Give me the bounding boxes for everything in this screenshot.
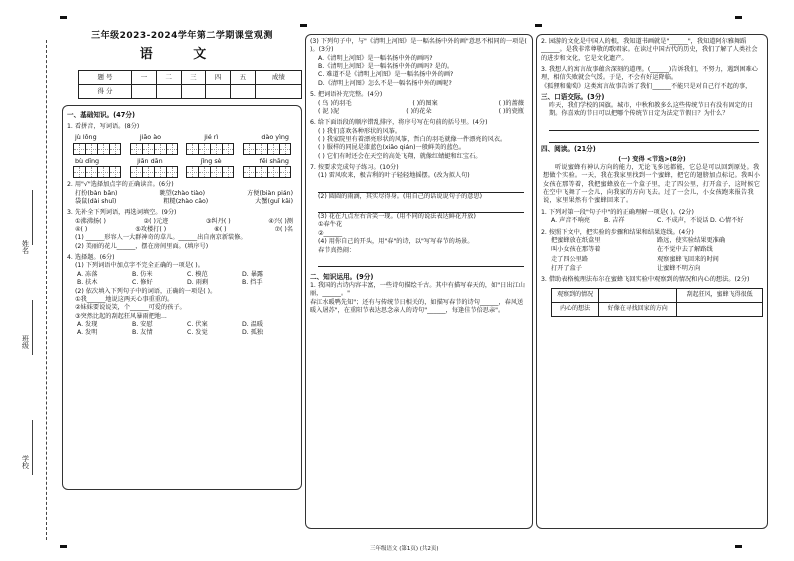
matching-block xyxy=(541,237,763,273)
writing-grid[interactable] xyxy=(130,166,178,178)
class-label: 班级 xyxy=(21,335,30,349)
q3-item[interactable]: ⑤攻楼打( ) xyxy=(135,226,167,234)
pinyin: jiǎn dān xyxy=(137,156,163,165)
registration-mark xyxy=(735,16,742,19)
match-right[interactable]: 路远，使实验结果更准确 xyxy=(657,236,726,244)
question-1: 1. 看拼音，写词语。(8分) xyxy=(67,122,140,130)
score-header: 五 xyxy=(230,70,255,84)
option[interactable]: A.《清明上河图》是一幅名扬中外的画吗? xyxy=(318,54,433,62)
writing-grid[interactable] xyxy=(73,166,121,178)
score-header: 三 xyxy=(181,70,206,84)
writing-grid[interactable] xyxy=(186,166,234,178)
score-cell[interactable] xyxy=(255,84,301,98)
option[interactable]: D. 心情不好 xyxy=(710,217,744,225)
option[interactable]: D.《清明上河图》怎么不是一幅名扬中外的画呢? xyxy=(318,79,452,87)
q3-item[interactable]: ⑦( )名 xyxy=(274,226,293,234)
binding-strip xyxy=(18,40,56,540)
q5-row xyxy=(310,100,528,108)
column-right xyxy=(536,34,768,529)
match-right[interactable]: 让蜜蜂不明方向 xyxy=(657,264,701,272)
q6-item[interactable]: ( ) 服样的同昆是漆蓝色(xiāo qián)一般鲜美的蓝色。 xyxy=(318,144,466,152)
reading-title: (一) 变得 <节选>(8分) xyxy=(618,155,686,163)
q7-sub: ①春牛花 xyxy=(318,221,343,229)
table-cell[interactable] xyxy=(599,288,677,302)
writing-grid-row xyxy=(67,143,297,155)
answer-line[interactable] xyxy=(318,203,524,213)
rq1-options xyxy=(541,217,763,225)
q4-item: ③突然比起的刮起狂风暴雨把地... xyxy=(75,312,167,320)
registration-mark xyxy=(535,24,542,27)
section-heading: 三、口语交际。(3分) xyxy=(541,93,605,102)
q5-item[interactable]: ( )的花朵 xyxy=(406,107,432,115)
pinyin-row xyxy=(67,133,297,142)
option[interactable]: B. 扶木 xyxy=(77,279,98,287)
school-label: 学校 xyxy=(21,455,30,469)
score-cell[interactable] xyxy=(132,84,157,98)
option[interactable]: B. 安慰 xyxy=(132,320,153,328)
s2-question-1: 1. 我国的古诗内容丰富，一些诗句描绘千古。其中有描写春天的，如"日出江山丽，______。" xyxy=(310,281,525,298)
binding-cut-line xyxy=(46,40,47,540)
school-line[interactable] xyxy=(32,420,33,475)
table-cell[interactable] xyxy=(677,302,763,316)
q3-item[interactable]: ④( ) xyxy=(75,226,88,234)
writing-grid[interactable] xyxy=(130,143,178,155)
q2-item[interactable]: 大蟹(guǐ kāi) xyxy=(255,197,293,205)
q7-part: (2) 圆圆的雨滴，其实尽得身。(用自己的话说说句子的意思) xyxy=(318,192,483,200)
section-heading: 四、阅读。(21分) xyxy=(541,144,596,153)
score-header: 二 xyxy=(156,70,181,84)
option[interactable]: D. 雨剩 xyxy=(187,279,209,287)
q6-item[interactable]: ( ) 它们有时还会在天空的高处飞翔，就像红蜻蜓和红宝石。 xyxy=(318,152,482,160)
question-4: 4. 选择题。(6分) xyxy=(67,254,115,262)
question-2: 2. 园游的文化是中国人的根，我知道书画就是"______"，我知道阿尔雅舞蹈______。是我非常尊敬的歌唱家。在读过中国古代的历史，我们了解了人类社会的进步和文化，它是文化遗产。 xyxy=(541,38,758,62)
match-right[interactable]: 观察蜜蜂飞回来的时间 xyxy=(657,255,719,263)
answer-line[interactable] xyxy=(549,133,759,143)
option[interactable]: D. 暴露 xyxy=(242,270,264,278)
option[interactable]: C. 不成声，不说话 xyxy=(657,217,709,225)
writing-grid[interactable] xyxy=(73,143,121,155)
q4-part-2: (2) 依次填入下列句子中的词语，正确的一项是( )。 xyxy=(75,287,217,295)
q4-part-1: (1) 下列词语中加点字不完全正确的一项是( )。 xyxy=(75,262,204,270)
option[interactable]: B. 吉祥 xyxy=(604,217,625,225)
match-left[interactable]: 叫小女孩在那等着 xyxy=(551,246,601,254)
q3-item[interactable]: ⑥( ) xyxy=(214,226,227,234)
pinyin: dào yìng xyxy=(261,132,289,141)
option[interactable]: C. 难道不是《清明上河图》是一幅名扬中外的画? xyxy=(318,71,454,79)
reading-question-3: 3. 借助表格梳理法布尔在蜜蜂飞回实验中观察到的情况和内心的想法。(2分) xyxy=(541,276,750,284)
q4-item: ①我______地说这两天心事重重的。 xyxy=(75,295,174,303)
q6-item[interactable]: ( ) 我家院里有着漂亮形状的风筝，哲白的羽毛就像一件漂亮的风衣。 xyxy=(318,135,507,143)
q2-item[interactable]: 打扮(bàn bān) xyxy=(75,189,118,197)
pinyin: jié rì xyxy=(204,132,219,141)
q6-item[interactable]: ( ) 我们喜欢各种形状的风筝。 xyxy=(318,127,402,135)
score-header: 成绩 xyxy=(255,70,301,84)
option[interactable]: D. 温暖 xyxy=(242,320,264,328)
score-row-label: 得 分 xyxy=(79,84,132,98)
score-cell[interactable] xyxy=(156,84,181,98)
question-3: 3. 先补全下列词语，再选词填空。(9分) xyxy=(67,209,177,217)
registration-mark xyxy=(60,16,67,19)
option[interactable]: C. 模范 xyxy=(187,270,208,278)
option[interactable]: A. 声音不响亮 xyxy=(551,217,590,225)
option[interactable]: C. 伏案 xyxy=(187,320,208,328)
question-3: 3. 我想人的寓言故事蕴含深刻的道理。(______)告诉我们，不努力，遇到困难心理，相信失败就会气馁。于是，不会有好运降临。 xyxy=(541,66,758,82)
question-5: 5. 把词语补充完整。(4分) xyxy=(310,91,383,99)
pinyin: bù dīng xyxy=(75,156,100,165)
q3-sentence: (1) ______形容人一大群神奇的草儿。______出自南京新装修。 xyxy=(75,234,247,242)
writing-grid[interactable] xyxy=(243,166,291,178)
table-cell: 内心的想法 xyxy=(552,302,599,316)
q4-options xyxy=(67,321,297,338)
section-heading: 一、基础知识。(47分) xyxy=(67,110,135,119)
q5-item[interactable]: ( 泥 )泥 xyxy=(318,107,340,115)
question-2: 2. 用"√"选择加点字的正确读音。(6分) xyxy=(67,181,174,189)
q5-item[interactable]: ( )的蔷薇 xyxy=(498,99,524,107)
q5-item[interactable]: ( 鸟 )的羽毛 xyxy=(318,99,352,107)
question-3b: 《狐狸和葡萄》这类寓言故事告诉了我们______不能只是对自己行不起的事， xyxy=(541,82,752,90)
q3-item[interactable]: ①沸沸扬( ) xyxy=(75,217,106,225)
q5-row xyxy=(310,108,528,116)
answer-line[interactable] xyxy=(318,257,524,267)
option[interactable]: D. 孤独 xyxy=(242,329,264,337)
name-line[interactable] xyxy=(32,190,33,245)
q5-item[interactable]: ( )的瓷瓶 xyxy=(498,107,524,115)
q7-part: (3) 花在九点左右含笑一现。(用不同的说法表达鲜花开放) xyxy=(318,213,476,221)
q7-sub: 春节真热闹： xyxy=(318,246,356,254)
table-cell: 刮起狂风，蜜蜂飞得很低 xyxy=(677,288,763,302)
match-right[interactable]: 在不觉中去了解路线 xyxy=(657,246,713,254)
option[interactable]: B.《清明上河图》是一幅名扬中外的画吗? 是的。 xyxy=(318,63,454,71)
writing-grid[interactable] xyxy=(186,143,234,155)
name-label: 姓名 xyxy=(21,240,30,254)
q2-item[interactable]: 袋鼠(dài shuǐ) xyxy=(75,197,117,205)
q7-part: (1) 雷风吹来，极吉利的叶子轻轻地摇摆。(改为拟人句) xyxy=(318,172,470,180)
option[interactable]: B. 挡手 xyxy=(242,279,263,287)
q3-item[interactable]: ③纠丹( ) xyxy=(205,217,231,225)
option[interactable]: B. 仿米 xyxy=(132,270,153,278)
q2-item[interactable]: 粗糙(zhào cāo) xyxy=(163,197,209,205)
q2-item[interactable]: 眺望(zhào tiào) xyxy=(159,189,206,197)
pinyin: jǐng sè xyxy=(200,156,222,165)
score-header: 四 xyxy=(206,70,231,84)
option[interactable]: C. 发觉 xyxy=(187,329,208,337)
table-cell: 观察到的情况 xyxy=(552,288,599,302)
observation-table xyxy=(551,288,763,317)
pinyin-row xyxy=(67,157,297,166)
writing-grid[interactable] xyxy=(243,143,291,155)
pinyin: jiāo ào xyxy=(139,132,162,141)
registration-mark xyxy=(735,545,742,548)
score-cell[interactable] xyxy=(230,84,255,98)
question-7: 7. 按要求完成句子练习。(10分) xyxy=(310,164,399,172)
q4-options xyxy=(67,271,297,288)
page-footer: 三年级语文 (第1页) (共2页) xyxy=(370,546,439,552)
reading-question-2: 2. 按照下文中，把实验的步骤和结果和结果连线。(4分) xyxy=(541,228,694,236)
q7-part: (4) 用你自己的开头，用"春"的诗，以"写写春节的场景。 xyxy=(318,238,474,246)
section-right xyxy=(536,34,768,529)
score-cell[interactable] xyxy=(206,84,231,98)
option[interactable]: A. 冻落 xyxy=(77,270,98,278)
answer-line[interactable] xyxy=(318,183,524,193)
section-basics xyxy=(62,105,302,490)
option[interactable]: A. 发明 xyxy=(77,329,98,337)
column-left xyxy=(62,30,302,490)
section-middle xyxy=(305,34,533,529)
reading-passage: 听说蜜蜂有神认方向的能力，无论飞多远都能，它总是可以回到原处。我想做个实验。一天，我在我家里找到一个蜜蜂，把它的翅膀加点标记。我叫小女孩在那等着，我把蜜蜂放在一个盒子里，走了四公里，打开盒子，这时候它在空中飞舞了一会儿，向我家的方向飞去。过了一会儿，小女孩跑来报告我说，家里果然有个蜜蜂回来了。 xyxy=(543,164,761,205)
q-intro: (3) 下列句子中，与"《清明上河图》是一幅名扬中外的画"意思不相同的一项是( )。(3分) xyxy=(310,38,527,54)
q2-item[interactable]: 方便(biàn pián) xyxy=(247,189,293,197)
registration-mark xyxy=(60,545,67,548)
q3-row xyxy=(67,218,297,226)
q2-row xyxy=(67,198,297,206)
q3-item[interactable]: ④兴( )测 xyxy=(268,217,293,225)
q5-item[interactable]: ( )的图案 xyxy=(412,99,438,107)
column-middle xyxy=(305,34,533,529)
score-header: 题 号 xyxy=(79,70,132,84)
option[interactable]: B. 友情 xyxy=(132,329,153,337)
registration-mark xyxy=(300,24,307,27)
q2-row xyxy=(67,190,297,198)
question-6: 6. 给下面语段的顺序错乱排序，将序号写在句前的括号里。(4分) xyxy=(310,119,488,127)
match-left[interactable]: 打开了盒子 xyxy=(551,264,582,272)
table-cell: 好像在寻找回家的方向 xyxy=(599,302,677,316)
answer-line[interactable] xyxy=(549,121,759,131)
exam-title: 三年级2023-2024学年第二学期课堂观测 xyxy=(91,31,273,41)
score-cell[interactable] xyxy=(181,84,206,98)
match-left[interactable]: 走了四公里路 xyxy=(551,255,589,263)
s2-question-1b: 春江水暖鸭先知"；还有与传统节日相关的，如描写春节的诗句______，春风送暖入屠苏"，在重阳节表达思念亲人的诗句"______，每逢佳节倍思亲"。 xyxy=(310,298,524,314)
subject-title: 语 文 xyxy=(139,47,225,63)
match-left[interactable]: 把蜜蜂放在纸盒里 xyxy=(551,236,601,244)
oral-question: 昨天，我们学校的国旗。城市，中秋和教多么这些传统节日有没有固定的日期。你喜欢的节日可以把哪个传统节日定为法定节假日？为什么？ xyxy=(549,102,754,118)
option[interactable]: A. 发现 xyxy=(77,320,98,328)
q3-item[interactable]: ②( )元迹 xyxy=(143,217,169,225)
q3-sentence: (2) 美丽的花儿______，摆在房间里面。(填序号) xyxy=(75,242,209,250)
score-table xyxy=(78,70,302,99)
reading-question-1: 1. 下列对第一段"句子中"的的正确理解一项是( )。(2分) xyxy=(541,208,694,216)
class-line[interactable] xyxy=(32,300,33,355)
pinyin: fēi shāng xyxy=(259,156,289,165)
writing-grid-row xyxy=(67,166,297,178)
q7-sub: ②______ xyxy=(318,229,343,237)
pinyin: jù lǒng xyxy=(75,132,97,141)
option[interactable]: C. 修好 xyxy=(132,279,153,287)
section-heading: 二、知识运用。(9分) xyxy=(310,272,374,281)
q4-item: ②妹妹要说说笑，个______可爱的孩子。 xyxy=(75,304,186,312)
score-header: 一 xyxy=(132,70,157,84)
